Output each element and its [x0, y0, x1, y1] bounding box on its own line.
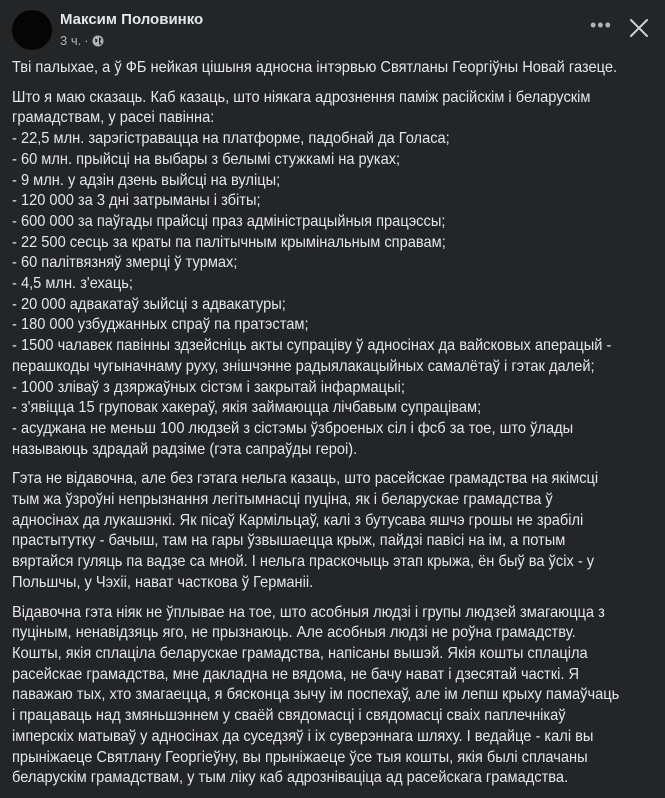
- post-text-line: грамадствам, у расеі павінна:: [12, 109, 215, 127]
- post-text-line: Кошты, якія сплаціла беларускае грамадства, напісаны вышэй. Якія кошты сплаціла: [12, 644, 588, 662]
- post-text-line: - 60 палітвязняў змерці ў турмах;: [12, 254, 238, 272]
- post-text-line: - асуджана не меньш 100 людзей з сістэмы ўзброеных сіл і фсб за тое, што ўлады: [12, 419, 574, 437]
- post-text-line: прастытутку - бачыш, там на гары ўзвышаецца крыж, пайдзі павісі на ім, а потым: [12, 532, 566, 550]
- post-text-line: - 9 млн. у адзін дзень выйсці на вуліцы;: [12, 171, 281, 189]
- post-text-line: адносінах да лукашэнкі. Як пісаў Кармільцаў, калі з бутусава яшчэ грошы не зрабілі: [12, 511, 584, 529]
- post-text-line: перашкоды чугыначнаму руху, знішчэнне радыялакацыйных самалётаў і гэтак далей;: [12, 357, 595, 375]
- post-text-line: Польшчы, у Чэхіі, нават часткова ў Германіі.: [12, 573, 314, 591]
- post-body: [12, 58, 662, 798]
- post-text-line: - 22 500 сесць за краты па палітычным крымінальным справам;: [12, 233, 446, 251]
- close-icon[interactable]: [628, 17, 650, 39]
- post-text-line: прыніжаеце Святлану Георгіеўну, вы прыніжаеце ўсе тыя кошты, якія былі сплачаны: [12, 748, 588, 766]
- post-text-line: беларускім грамадствам, у тым ліку каб адрозніваціца ад расейскага грамадства.: [12, 769, 569, 787]
- post-text-line: пуціным, ненавідзяць яго, не прызнаюць. Але асобныя людзі не роўна грамадству.: [12, 624, 576, 642]
- post-text-line: і працаваць над змяньшэннем у сваёй свядомасці і свядомасці сваіх паплечнікаў: [12, 707, 566, 725]
- author-name[interactable]: Максим Половинко: [60, 11, 204, 28]
- post-text-line: вяртайся гуляць па вадзе са мной. І нельга праскочыць этап крыжа, ён быў ва ўсіх - у: [12, 553, 595, 571]
- post-paragraph: [12, 469, 662, 593]
- post-text-line: тым жа ўзроўні непрызнання легітымнасці пуціна, як і беларускае грамадства ў: [12, 491, 553, 509]
- globe-icon: [92, 35, 104, 47]
- post-text-line: Што я маю сказаць. Каб казаць, што ніякага адрознення паміж расійскім і беларускім: [12, 88, 591, 106]
- post-text-line: Відавочна гэта ніяк не ўплывае на тое, што асобныя людзі і групы людзей змагаюцца з: [12, 603, 605, 621]
- post-text-line: - 1500 чалавек павінны здзейсніць акты супраціву ў адносінах да вайсковых аперацый -: [12, 337, 612, 355]
- post-paragraph: [12, 58, 662, 79]
- post-paragraph: [12, 88, 662, 461]
- post-text-line: - 60 млн. прыйсці на выбары з белымі стужкамі на руках;: [12, 150, 401, 168]
- post-text-line: Тві палыхае, а ў ФБ нейкая цішыня адносна інтэрвью Святланы Георгіўны Новай газеце.: [12, 59, 618, 76]
- more-options-button[interactable]: •••: [590, 15, 612, 35]
- post-text-line: - 1000 зліваў з дзяржаўных сістэм і закрытай інфармацыі;: [12, 378, 405, 396]
- post-meta: [60, 33, 104, 48]
- post-text-line: Гэта не відавочна, але без гэтага нельга казаць, што расейскае грамадства на якімсці: [12, 470, 599, 488]
- post-text-line: называюць здрадай радзіме (гэта сапраўды героі).: [12, 440, 358, 458]
- post-text-line: - 4,5 млн. з'ехаць;: [12, 275, 133, 293]
- post-text-line: - з'явіцца 15 груповак хакераў, якія займаюцца лічбавым супрацівам;: [12, 399, 482, 417]
- post-text-line: - 20 000 адвакатаў зыйсці з адвакатуры;: [12, 295, 286, 313]
- post-text-line: расейскае грамадства, мне дакладна не вядома, не бачу нават і дзесятай часткі. Я: [12, 665, 580, 683]
- post-time[interactable]: 3 ч.: [60, 33, 82, 48]
- post-text-line: паважаю тых, хто змагаецца, я бясконца зычу ім поспехаў, але ім лепш крыху памаўчаць: [12, 686, 620, 704]
- meta-separator: ·: [84, 33, 89, 48]
- post-text-line: - 180 000 узбуджанных спраў па пратэстам;: [12, 316, 309, 334]
- post-text-line: - 600 000 за паўгады прайсці праз адміністрацыйныя працэссы;: [12, 212, 446, 230]
- post-text-line: імперскіх матываў у адносінах да суседзяў і іх суверэннага шляху. І ведайце - калі вы: [12, 727, 594, 745]
- author-avatar[interactable]: [12, 10, 52, 50]
- post-text-line: - 22,5 млн. зарэгістравацца на платформе, падобнай да Голаса;: [12, 130, 450, 148]
- post-text-line: - 120 000 за 3 дні затрыманы і збіты;: [12, 192, 261, 210]
- post-paragraph: [12, 603, 662, 789]
